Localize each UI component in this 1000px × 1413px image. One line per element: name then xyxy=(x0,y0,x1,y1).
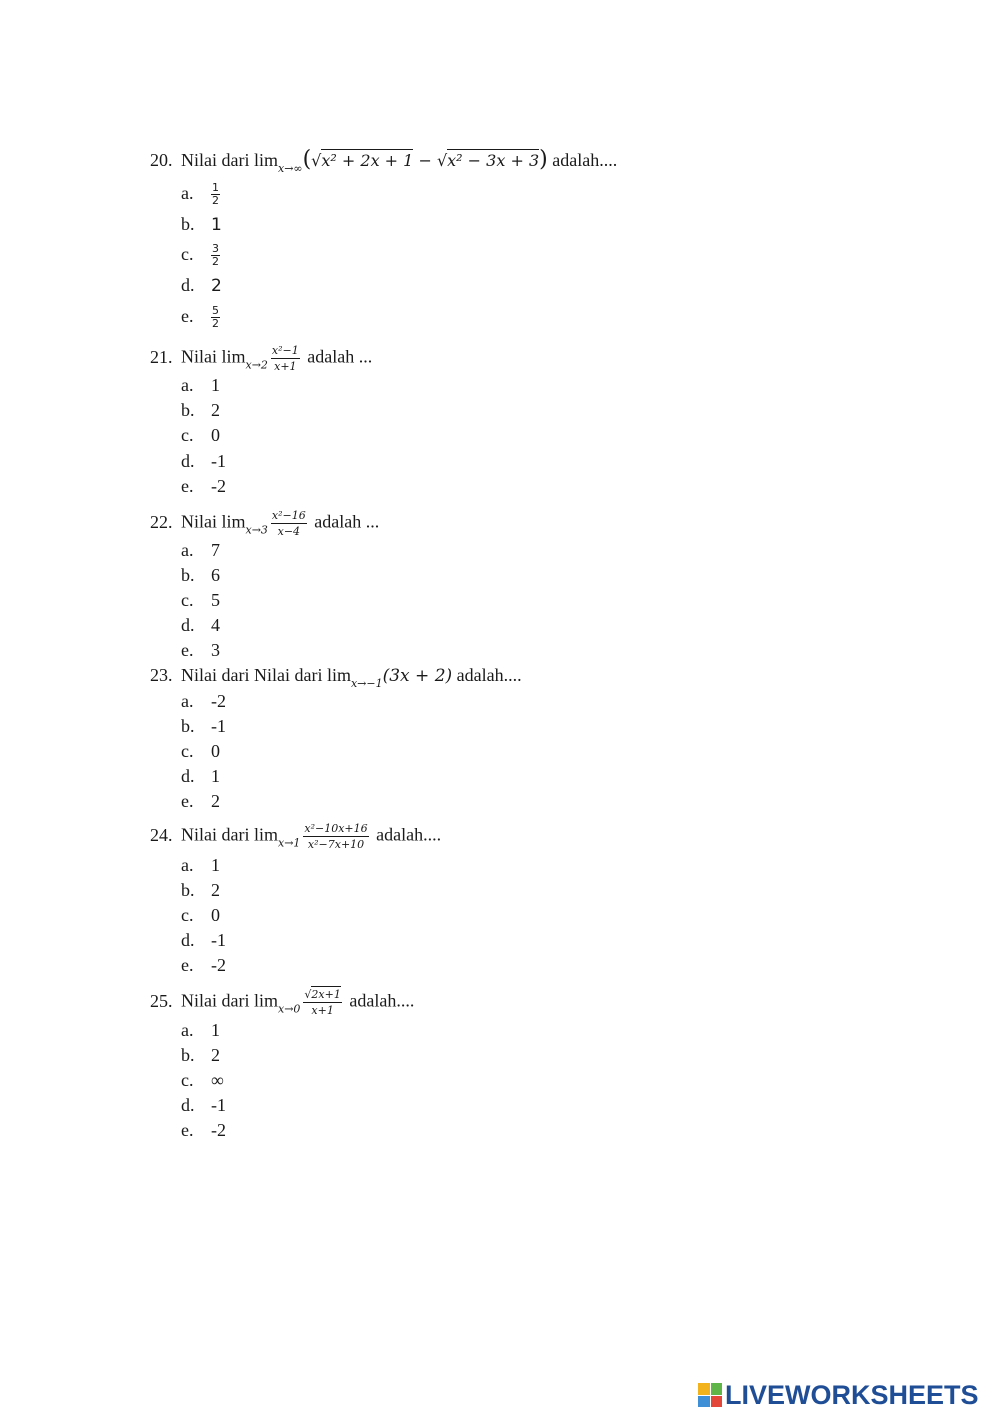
root-expression-2: x² − 3x + 3 xyxy=(447,151,540,170)
option-20d[interactable] xyxy=(181,274,222,297)
fraction-denominator: 2 xyxy=(212,194,219,208)
fraction-denominator: x²−7x+10 xyxy=(307,838,365,851)
question-prefix: Nilai lim xyxy=(181,346,246,367)
option-letter: a. xyxy=(181,540,194,560)
option-letter: d. xyxy=(181,451,195,471)
fraction-numerator: 5 xyxy=(212,304,219,318)
option-letter: e. xyxy=(181,476,194,496)
option-letter: d. xyxy=(181,930,195,950)
option-24e[interactable] xyxy=(181,954,226,976)
option-letter: c. xyxy=(181,905,194,925)
question-suffix: adalah.... xyxy=(349,990,415,1011)
option-value: 1 xyxy=(211,855,220,875)
question-prefix: Nilai dari lim xyxy=(181,990,278,1011)
limit-fraction xyxy=(271,344,300,373)
option-21a[interactable] xyxy=(181,374,220,396)
minus-sign: − xyxy=(413,151,437,170)
limit-subscript: x→2 xyxy=(245,358,268,372)
option-letter: a. xyxy=(181,183,194,203)
option-letter: b. xyxy=(181,716,195,736)
option-23d[interactable] xyxy=(181,765,220,787)
option-fraction xyxy=(211,305,220,330)
option-22d[interactable] xyxy=(181,614,220,636)
option-20e[interactable] xyxy=(181,305,220,330)
option-letter: b. xyxy=(181,880,195,900)
logo-square xyxy=(698,1383,710,1395)
fraction-denominator: x+1 xyxy=(274,360,297,373)
option-23e[interactable] xyxy=(181,790,220,812)
option-21e[interactable] xyxy=(181,475,226,497)
fraction-denominator: x+1 xyxy=(311,1004,334,1017)
option-value: -2 xyxy=(211,1120,226,1140)
sqrt-sign: √ xyxy=(311,151,322,170)
logo-square xyxy=(711,1383,723,1395)
fraction-numerator: 1 xyxy=(212,181,219,195)
option-fraction xyxy=(211,243,220,268)
option-21b[interactable] xyxy=(181,399,220,421)
option-letter: d. xyxy=(181,615,195,635)
liveworksheets-logo[interactable] xyxy=(698,1378,979,1412)
option-20b[interactable] xyxy=(181,213,222,236)
fraction-denominator: x−4 xyxy=(277,525,301,538)
question-24 xyxy=(150,822,441,855)
sqrt-sign: √ xyxy=(436,151,448,170)
option-value: 0 xyxy=(211,741,220,761)
fraction-numerator xyxy=(303,988,341,1003)
option-21d[interactable] xyxy=(181,450,226,472)
limit-fraction xyxy=(303,822,368,851)
option-letter: e. xyxy=(181,791,194,811)
liveworksheets-logo-icon xyxy=(698,1383,722,1407)
question-number: 23. xyxy=(150,665,173,685)
option-letter: d. xyxy=(181,275,195,295)
option-letter: a. xyxy=(181,375,194,395)
question-suffix: adalah ... xyxy=(307,346,373,367)
option-letter: e. xyxy=(181,640,194,660)
option-letter: b. xyxy=(181,214,195,234)
option-letter: e. xyxy=(181,1120,194,1140)
question-number: 25. xyxy=(150,990,173,1011)
logo-square xyxy=(698,1396,710,1408)
fraction-numerator: x²−1 xyxy=(271,344,299,357)
option-value: 1 xyxy=(211,215,222,235)
limit-subscript: x→1 xyxy=(277,836,301,850)
option-value: 0 xyxy=(211,425,220,445)
option-letter: a. xyxy=(181,691,194,711)
fraction-numerator: x²−10x+16 xyxy=(304,822,368,835)
question-suffix: adalah ... xyxy=(314,511,380,532)
option-value: 1 xyxy=(211,375,220,395)
limit-expression: (3x + 2) xyxy=(382,666,453,686)
option-letter: c. xyxy=(181,244,194,264)
option-value: 2 xyxy=(211,400,220,420)
option-value: 3 xyxy=(211,640,220,660)
fraction-denominator: 2 xyxy=(212,317,219,331)
root-expression-1: x² + 2x + 1 xyxy=(321,151,414,170)
fraction-denominator: 2 xyxy=(212,255,219,269)
option-25e[interactable] xyxy=(181,1119,226,1141)
option-letter: c. xyxy=(181,741,194,761)
option-20a[interactable] xyxy=(181,182,220,207)
option-24a[interactable] xyxy=(181,854,220,876)
option-value: -1 xyxy=(211,1095,226,1115)
limit-subscript: x→−1 xyxy=(350,677,383,690)
option-letter: b. xyxy=(181,565,195,585)
option-23c[interactable] xyxy=(181,740,220,762)
option-letter: e. xyxy=(181,306,194,326)
option-value: 2 xyxy=(211,1045,220,1065)
root-expression: 2x+1 xyxy=(311,988,341,1001)
option-24d[interactable] xyxy=(181,929,226,951)
fraction-numerator: x²−16 xyxy=(271,509,306,522)
option-value: 7 xyxy=(211,540,220,560)
option-value: -2 xyxy=(211,691,226,711)
question-number: 22. xyxy=(150,511,173,532)
option-value: -2 xyxy=(211,955,226,975)
question-prefix: Nilai dari lim xyxy=(181,824,278,845)
option-value: 1 xyxy=(211,766,220,786)
question-prefix: Nilai dari Nilai dari lim xyxy=(181,665,351,685)
option-value: -2 xyxy=(211,476,226,496)
option-value: -1 xyxy=(211,451,226,471)
option-letter: c. xyxy=(181,590,194,610)
option-value: -1 xyxy=(211,716,226,736)
option-22b[interactable] xyxy=(181,564,220,586)
sqrt-sign: √ xyxy=(304,988,312,1001)
option-22a[interactable] xyxy=(181,539,220,561)
option-value: 2 xyxy=(211,791,220,811)
option-letter: d. xyxy=(181,1095,195,1115)
option-value: 5 xyxy=(211,590,220,610)
limit-subscript: x→0 xyxy=(277,1002,301,1016)
fraction-numerator: 3 xyxy=(212,242,219,256)
question-number: 20. xyxy=(150,150,173,170)
option-value: -1 xyxy=(211,930,226,950)
option-fraction xyxy=(211,182,220,207)
logo-text: LIVEWORKSHEETS xyxy=(725,1379,979,1410)
option-letter: d. xyxy=(181,766,195,786)
question-suffix: adalah.... xyxy=(552,150,618,170)
limit-fraction xyxy=(271,509,307,538)
option-21c[interactable] xyxy=(181,424,220,446)
question-prefix: Nilai lim xyxy=(181,511,246,532)
question-20 xyxy=(150,149,617,180)
option-value: 2 xyxy=(211,880,220,900)
option-20c[interactable] xyxy=(181,243,220,268)
option-25c[interactable] xyxy=(181,1069,224,1091)
option-value: ∞ xyxy=(211,1070,224,1090)
option-value: 1 xyxy=(211,1020,220,1040)
option-value: 2 xyxy=(211,276,222,296)
option-letter: e. xyxy=(181,955,194,975)
option-23b[interactable] xyxy=(181,715,226,737)
option-letter: b. xyxy=(181,1045,195,1065)
question-suffix: adalah.... xyxy=(376,824,442,845)
option-25b[interactable] xyxy=(181,1044,220,1066)
paren-open: ( xyxy=(302,147,312,172)
limit-fraction xyxy=(303,988,341,1017)
option-value: 4 xyxy=(211,615,220,635)
option-24c[interactable] xyxy=(181,904,220,926)
paren-close: ) xyxy=(539,147,548,172)
limit-subscript: x→∞ xyxy=(277,162,303,175)
option-22e[interactable] xyxy=(181,639,220,661)
option-letter: a. xyxy=(181,855,194,875)
option-letter: a. xyxy=(181,1020,194,1040)
option-letter: c. xyxy=(181,1070,194,1090)
question-number: 21. xyxy=(150,346,173,367)
option-letter: b. xyxy=(181,400,195,420)
option-25d[interactable] xyxy=(181,1094,226,1116)
question-25 xyxy=(150,988,414,1021)
question-21 xyxy=(150,344,372,377)
limit-subscript: x→3 xyxy=(245,523,268,537)
question-22 xyxy=(150,509,379,542)
option-value: 0 xyxy=(211,905,220,925)
option-25a[interactable] xyxy=(181,1019,220,1041)
question-number: 24. xyxy=(150,824,173,845)
option-22c[interactable] xyxy=(181,589,220,611)
option-value: 6 xyxy=(211,565,220,585)
question-suffix: adalah.... xyxy=(456,665,522,685)
question-prefix: Nilai dari lim xyxy=(181,150,278,170)
option-letter: c. xyxy=(181,425,194,445)
option-24b[interactable] xyxy=(181,879,220,901)
logo-square xyxy=(711,1396,723,1408)
option-23a[interactable] xyxy=(181,690,226,712)
